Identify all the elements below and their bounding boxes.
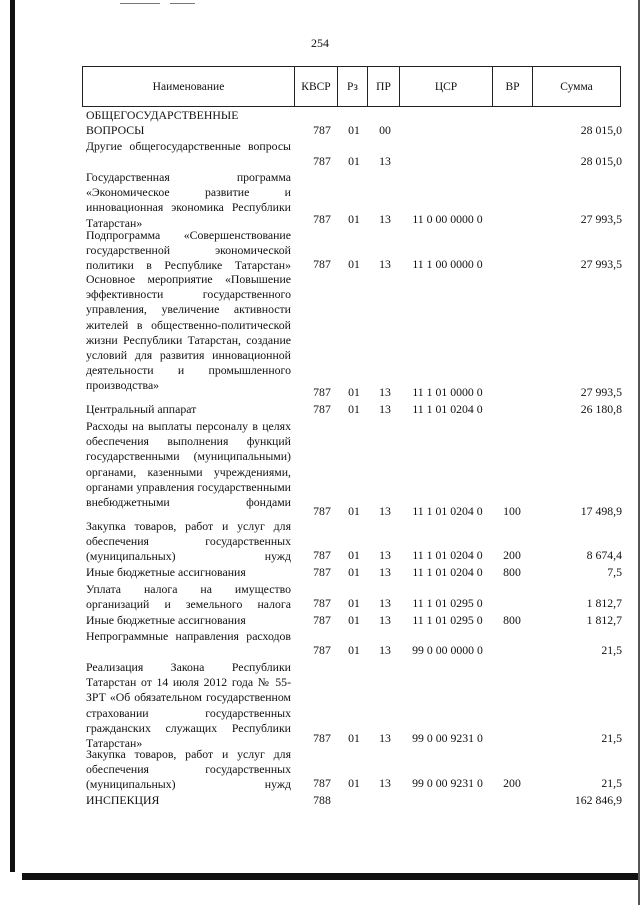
row-sum: 1 812,7 (586, 596, 622, 610)
row-sum: 28 015,0 (580, 123, 622, 137)
column-header-pr: ПР (368, 66, 400, 107)
scan-border-bottom (22, 873, 640, 880)
row-kvsr: 787 (313, 565, 331, 579)
row-name: Закупка товаров, работ и услуг для обеспечения государственных (муниципальных) нужд (86, 747, 291, 792)
row-pr: 13 (379, 154, 391, 168)
row-sum: 27 993,5 (580, 385, 622, 399)
row-rz: 01 (348, 731, 360, 745)
row-sum: 17 498,9 (580, 504, 622, 518)
row-rz: 01 (348, 643, 360, 657)
row-name: Непрограммные направления расходов (86, 629, 291, 643)
table-header (82, 66, 621, 107)
row-pr: 13 (379, 257, 391, 271)
row-name: ОБЩЕГОСУДАРСТВЕННЫЕ ВОПРОСЫ (86, 108, 239, 138)
row-name: Подпрограмма «Совершенствование государственной экономической политики в Республике Татарстан» (86, 228, 291, 273)
row-name: Уплата налога на имущество организаций и земельного налога (86, 582, 291, 612)
row-name: Реализация Закона Республики Татарстан от 14 июля 2012 года № 55-ЗРТ «Об обязательном государственном страховании государственных гражданских служащих Республики Татарстан» (86, 660, 291, 751)
row-name: Другие общегосударственные вопросы (86, 139, 291, 153)
row-rz: 01 (348, 548, 360, 562)
row-vr: 100 (503, 504, 521, 518)
row-rz: 01 (348, 123, 360, 137)
row-pr: 13 (379, 776, 391, 790)
row-rz: 01 (348, 565, 360, 579)
row-name: Расходы на выплаты персоналу в целях обеспечения выполнения функций государственными (муниципальными) органами, казенными учреждениями, органами управления государственными внебюджетными фондами (86, 419, 291, 510)
scan-mark (120, 3, 160, 4)
row-csr: 99 0 00 9231 0 (412, 731, 483, 745)
column-header-rz: Рз (338, 66, 368, 107)
row-kvsr: 787 (313, 212, 331, 226)
row-csr: 11 1 01 0295 0 (412, 613, 483, 627)
row-name: Государственная программа «Экономическое развитие и инновационная экономика Республики Татарстан» (86, 170, 291, 230)
row-rz: 01 (348, 776, 360, 790)
column-header-kvsr: КВСР (295, 66, 338, 107)
row-pr: 13 (379, 402, 391, 416)
row-name: ИНСПЕКЦИЯ (86, 793, 160, 807)
row-kvsr: 787 (313, 402, 331, 416)
row-pr: 13 (379, 548, 391, 562)
row-pr: 00 (379, 123, 391, 137)
row-csr: 99 0 00 9231 0 (412, 776, 483, 790)
row-name: Центральный аппарат (86, 402, 197, 416)
row-kvsr: 787 (313, 257, 331, 271)
row-rz: 01 (348, 257, 360, 271)
row-vr: 200 (503, 548, 521, 562)
row-sum: 7,5 (607, 565, 622, 579)
row-sum: 28 015,0 (580, 154, 622, 168)
row-csr: 11 1 01 0204 0 (412, 504, 483, 518)
row-kvsr: 787 (313, 643, 331, 657)
row-pr: 13 (379, 643, 391, 657)
row-kvsr: 787 (313, 776, 331, 790)
row-name: Закупка товаров, работ и услуг для обеспечения государственных (муниципальных) нужд (86, 519, 291, 564)
row-rz: 01 (348, 385, 360, 399)
row-rz: 01 (348, 504, 360, 518)
scan-mark (170, 3, 195, 4)
row-sum: 21,5 (601, 776, 622, 790)
row-kvsr: 787 (313, 731, 331, 745)
column-header-csr: ЦСР (400, 66, 493, 107)
row-kvsr: 787 (313, 385, 331, 399)
row-kvsr: 787 (313, 154, 331, 168)
row-kvsr: 787 (313, 548, 331, 562)
row-pr: 13 (379, 565, 391, 579)
row-rz: 01 (348, 596, 360, 610)
row-name: Основное мероприятие «Повышение эффективности государственного управления, увеличение активности жителей в общественно-политической жизни Республики Татарстан, создание условий для развития инновационной деятельности и промышленного производства» (86, 272, 291, 393)
row-csr: 11 1 01 0000 0 (412, 385, 483, 399)
row-sum: 21,5 (601, 643, 622, 657)
row-vr: 200 (503, 776, 521, 790)
row-pr: 13 (379, 596, 391, 610)
row-rz: 01 (348, 154, 360, 168)
row-sum: 27 993,5 (580, 257, 622, 271)
row-csr: 99 0 00 0000 0 (412, 643, 483, 657)
row-rz: 01 (348, 402, 360, 416)
row-rz: 01 (348, 613, 360, 627)
row-pr: 13 (379, 731, 391, 745)
row-pr: 13 (379, 385, 391, 399)
column-header-vr: ВР (493, 66, 533, 107)
row-sum: 27 993,5 (580, 212, 622, 226)
row-vr: 800 (503, 613, 521, 627)
row-sum: 8 674,4 (586, 548, 622, 562)
row-csr: 11 1 00 0000 0 (412, 257, 483, 271)
row-sum: 162 846,9 (574, 793, 622, 807)
row-kvsr: 787 (313, 613, 331, 627)
row-pr: 13 (379, 613, 391, 627)
row-csr: 11 1 01 0204 0 (412, 565, 483, 579)
row-kvsr: 787 (313, 123, 331, 137)
row-rz: 01 (348, 212, 360, 226)
row-kvsr: 787 (313, 504, 331, 518)
row-name: Иные бюджетные ассигнования (86, 565, 246, 579)
column-header-name: Наименование (82, 66, 295, 107)
row-kvsr: 788 (313, 793, 331, 807)
row-vr: 800 (503, 565, 521, 579)
row-kvsr: 787 (313, 596, 331, 610)
row-sum: 26 180,8 (580, 402, 622, 416)
row-pr: 13 (379, 504, 391, 518)
scan-border-left (10, 0, 15, 872)
row-sum: 21,5 (601, 731, 622, 745)
row-csr: 11 1 01 0204 0 (412, 402, 483, 416)
row-name: Иные бюджетные ассигнования (86, 613, 246, 627)
page-number: 254 (311, 36, 329, 50)
row-pr: 13 (379, 212, 391, 226)
row-csr: 11 1 01 0204 0 (412, 548, 483, 562)
row-csr: 11 1 01 0295 0 (412, 596, 483, 610)
row-sum: 1 812,7 (586, 613, 622, 627)
row-csr: 11 0 00 0000 0 (412, 212, 483, 226)
column-header-sum: Сумма (533, 66, 621, 107)
